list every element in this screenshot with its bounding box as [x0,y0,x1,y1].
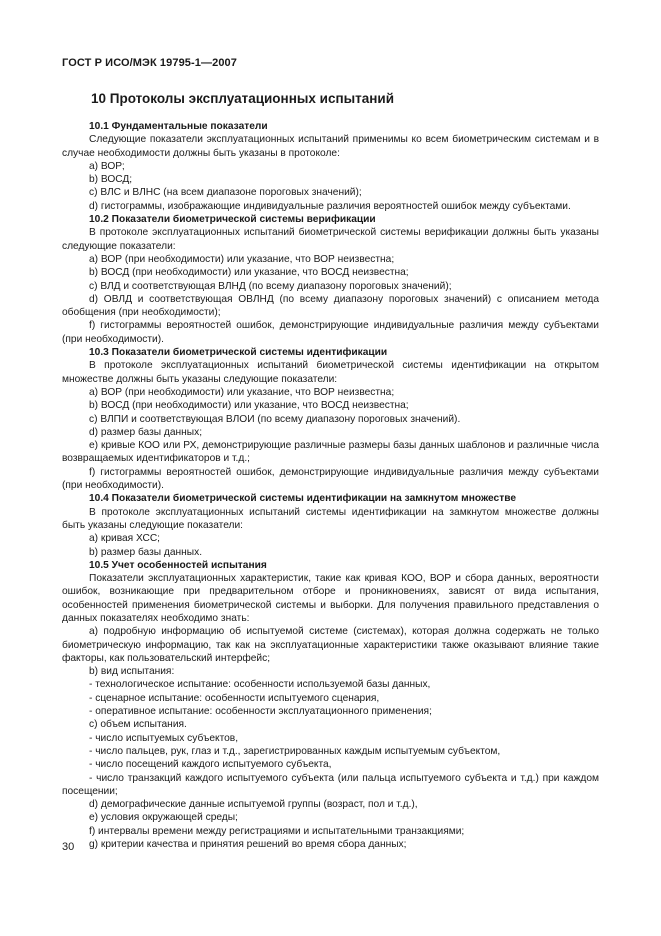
document-header: ГОСТ Р ИСО/МЭК 19795-1—2007 [62,57,237,69]
paragraph: - число транзакций каждого испытуемого субъекта (или пальца испытуемого субъекта и т.д.) при каждом посещении; [62,772,599,797]
paragraph: Показатели эксплуатационных характеристик, такие как кривая КОО, ВОР и сбора данных, вероятности ошибок, возникающие при предварительном отборе и проникновениях, зависят от вида испытания, особенностей применения биометрической системы и выборки. Для получения правильного представления о данных показателях необходимо знать: [62,573,599,624]
paragraph: d) гистограммы, изображающие индивидуальные различия вероятностей ошибок между субъектами. [89,200,571,212]
paragraph: - оперативное испытание: особенности эксплуатационного применения; [89,706,432,718]
paragraph: b) вид испытания: [89,666,175,678]
paragraph: c) ВЛПИ и соответствующая ВЛОИ (по всему диапазону пороговых значений). [89,413,461,425]
paragraph: g) критерии качества и принятия решений во время сбора данных; [89,839,407,851]
paragraph: b) ВОСД; [89,174,133,186]
paragraph: c) объем испытания. [89,719,187,731]
paragraph: - число посещений каждого испытуемого субъекта, [89,759,332,771]
paragraph: a) кривая ХСС; [89,533,161,545]
subsection-heading: 10.2 Показатели биометрической системы верификации [89,214,376,226]
paragraph: - число пальцев, рук, глаз и т.д., зарегистрированных каждым испытуемым субъектом, [89,745,501,757]
paragraph: f) гистограммы вероятностей ошибок, демонстрирующие индивидуальные различия между субъектами (при необходимости). [62,320,599,345]
paragraph: - число испытуемых субъектов, [89,732,239,744]
paragraph: В протоколе эксплуатационных испытаний системы идентификации на замкнутом множестве должны быть указаны следующие показатели: [62,506,599,531]
paragraph: В протоколе эксплуатационных испытаний биометрической системы идентификации на открытом множестве должны быть указаны следующие показатели: [62,360,599,385]
subsection-heading: 10.4 Показатели биометрической системы идентификации на замкнутом множестве [89,493,517,505]
paragraph: e) условия окружающей среды; [89,812,238,824]
paragraph: a) подробную информацию об испытуемой системе (системах), которая должна содержать не только биометрическую информацию, так как на эксплуатационные характеристики также оказывают влияние такие факторы, как пользовательский интерфейс; [62,626,599,664]
paragraph: a) ВОР (при необходимости) или указание, что ВОР неизвестна; [89,253,395,265]
paragraph: d) размер базы данных; [89,426,203,438]
paragraph: e) кривые КОО или РХ, демонстрирующие различные размеры базы данных шаблонов и различные числа возвращаемых идентификаторов и т.д.; [62,440,599,465]
paragraph: b) ВОСД (при необходимости) или указание, что ВОСД неизвестна; [89,267,409,279]
paragraph: c) ВЛД и соответствующая ВЛНД (по всему диапазону пороговых значений); [89,280,452,292]
subsection-heading: 10.5 Учет особенностей испытания [89,559,267,571]
paragraph: - сценарное испытание: особенности испытуемого сценария, [89,692,380,704]
paragraph: b) ВОСД (при необходимости) или указание, что ВОСД неизвестна; [89,400,409,412]
paragraph: - технологическое испытание: особенности используемой базы данных, [89,679,431,691]
paragraph: d) демографические данные испытуемой группы (возраст, пол и т.д.), [89,799,418,811]
document-body [62,120,599,851]
subsection-heading: 10.1 Фундаментальные показатели [89,121,268,132]
paragraph: a) ВОР; [89,160,125,172]
paragraph: a) ВОР (при необходимости) или указание, что ВОР неизвестна; [89,386,395,398]
paragraph: c) ВЛС и ВЛНС (на всем диапазоне пороговых значений); [89,187,362,199]
paragraph: В протоколе эксплуатационных испытаний биометрической системы верификации должны быть указаны следующие показатели: [62,227,599,252]
paragraph: d) ОВЛД и соответствующая ОВЛНД (по всему диапазону пороговых значений) с описанием метода обобщения (при необходимости); [62,293,599,319]
paragraph: f) интервалы времени между регистрациями и испытательными транзакциями; [89,825,465,837]
paragraph: f) гистограммы вероятностей ошибок, демонстрирующие индивидуальные различия между субъектами (при необходимости). [62,466,599,492]
paragraph: b) размер базы данных. [89,546,203,558]
section-title: 10 Протоколы эксплуатационных испытаний [91,91,395,106]
subsection-heading: 10.3 Показатели биометрической системы идентификации [89,347,388,359]
page-number: 30 [62,841,75,853]
paragraph: Следующие показатели эксплуатационных испытаний применимы ко всем биометрическим системам и в случае необходимости должны быть указаны в протоколе: [62,134,599,159]
